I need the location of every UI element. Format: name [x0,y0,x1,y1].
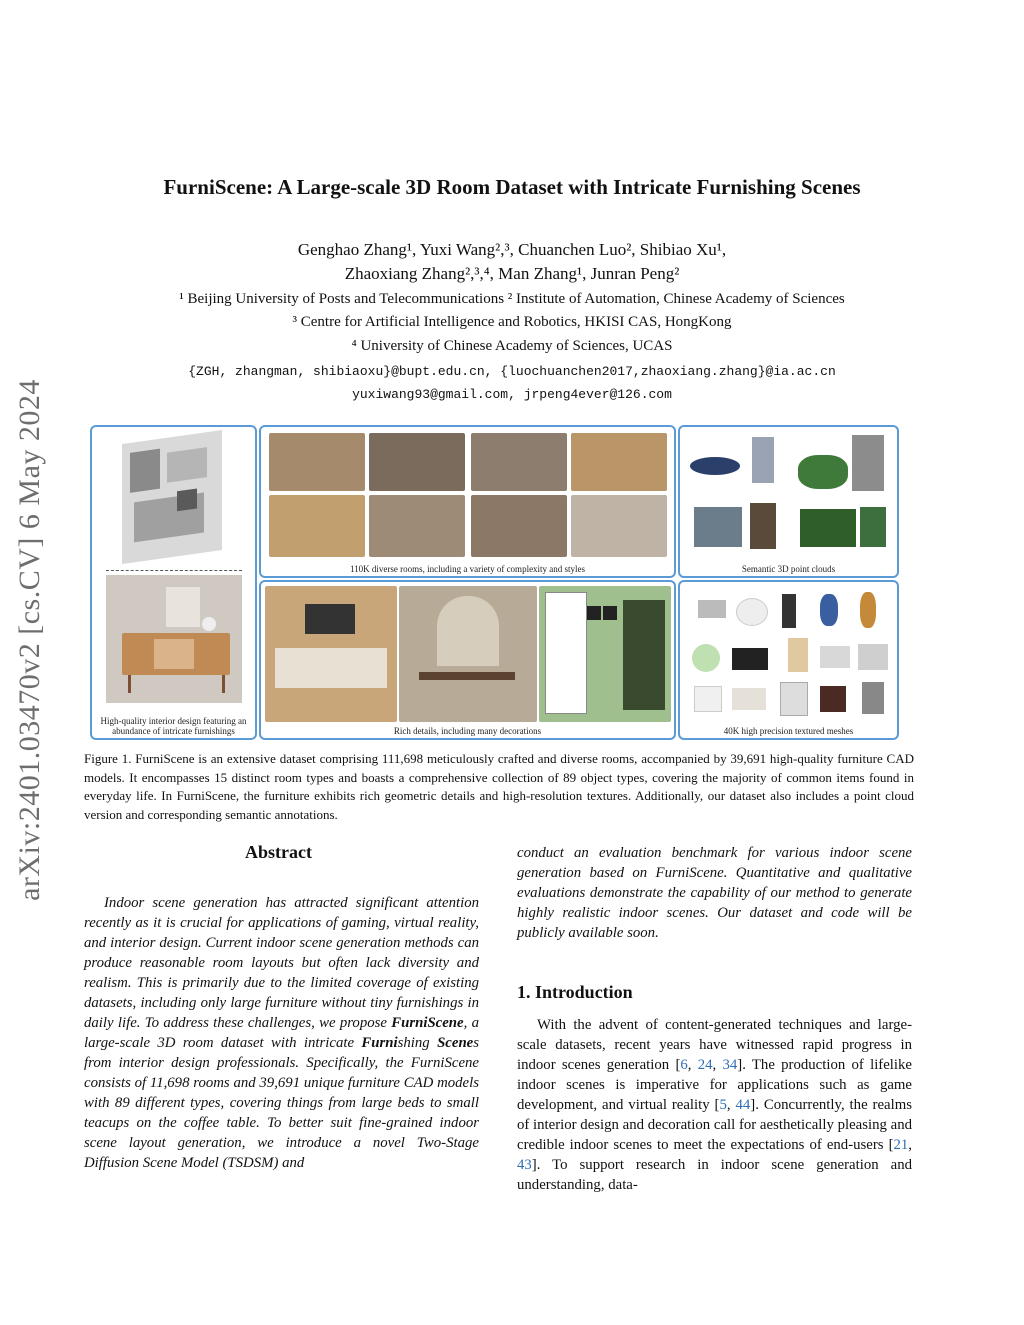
introduction-heading: 1. Introduction [517,982,633,1002]
panel-textured-meshes [678,580,899,740]
detail-render [399,586,537,722]
room-render [369,495,465,557]
caption-interior-design: High-quality interior design featuring an abundance of intricate furnishings [100,716,247,736]
mesh-object [860,592,876,628]
citation-link[interactable]: 34 [722,1057,738,1073]
mesh-object [780,682,808,716]
figure-1-caption: Figure 1. FurniScene is an extensive dataset comprising 111,698 meticulously crafted and diverse rooms, accompanied by 39,691 high-quality furniture CAD models. It encompasses 15 distinct room types and boasts a comprehensive collection of 89 object types, covering the majority of common items found in everyday life. In FurniScene, the furniture exhibits rich geometric details and high-resolution textures. Additionally, our dataset also includes a point cloud version and corresponding semantic annotations. [84,751,914,822]
cabinet-render [106,575,242,703]
affiliation-1: ¹ Beijing University of Posts and Telecommunications ² Institute of Automation, Chinese Academy of Sciences [179,291,845,307]
floorplan-image [122,430,222,564]
point-cloud [800,509,856,547]
abstract-continued: conduct an evaluation benchmark for various indoor scene generation based on FurniScene. Quantitative and qualitative evaluations demonstrate the capability of our method to generate highly realistic indoor scenes. Our dataset and code will be publicly available soon. [517,845,912,941]
affiliation-3: ⁴ University of Chinese Academy of Sciences, UCAS [351,338,673,354]
authors-line-2: Zhaoxiang Zhang²,³,⁴, Man Zhang¹, Junran Peng² [344,264,680,283]
citation-link[interactable]: 43 [517,1157,532,1173]
mesh-object [694,686,722,712]
mesh-object [820,686,846,712]
emails-line-1: {ZGH, zhangman, shibiaoxu}@bupt.edu.cn, {luochuanchen2017,zhaoxiang.zhang}@ia.ac.cn [188,364,836,379]
room-render [571,495,667,557]
mesh-object [858,644,888,670]
mesh-object [820,594,838,626]
mesh-object [820,646,850,668]
caption-point-clouds: Semantic 3D point clouds [741,564,836,574]
mesh-object [782,594,796,628]
panel-diverse-rooms [259,425,676,578]
citation-link[interactable]: 6 [680,1057,688,1073]
panel-point-clouds [678,425,899,578]
mesh-object [698,600,726,618]
citation-link[interactable]: 24 [697,1057,713,1073]
point-cloud [798,455,848,489]
zoom-line [106,570,242,572]
authors-line-1: Genghao Zhang¹, Yuxi Wang²,³, Chuanchen Luo², Shibiao Xu¹, [297,240,727,259]
affiliation-2: ³ Centre for Artificial Intelligence and Robotics, HKISI CAS, HongKong [292,314,732,330]
introduction-body: With the advent of content-generated techniques and large-scale datasets, recent years have witnessed rapid progress in indoor scenes generation [6, 24, 34]. The production of lifelike indoor scenes is imperative for applications such as game development, and virtual reality [5, 44]. Concurrently, the realms of interior design and decoration call for aesthetically pleasing and credible indoor scenes to meet the expectations of end-users [21, 43]. To support research in indoor scene generation and understanding, data- [517,1017,912,1193]
point-cloud [852,435,884,491]
point-cloud [694,507,742,547]
point-cloud [690,457,740,475]
room-render [369,433,465,491]
caption-textured-meshes: 40K high precision textured meshes [723,726,854,736]
mesh-object [732,688,766,710]
mesh-object [732,648,768,670]
citation-link[interactable]: 21 [893,1137,909,1153]
room-render [471,433,567,491]
arxiv-identifier [10,350,50,930]
panel-rich-details [259,580,676,740]
mesh-object [862,682,884,714]
caption-diverse-rooms: 110K diverse rooms, including a variety of complexity and styles [349,564,586,574]
panel-interior-design [90,425,257,740]
abstract-heading: Abstract [245,842,312,862]
detail-render [265,586,397,722]
mesh-object [692,644,720,672]
room-render [471,495,567,557]
citation-link[interactable]: 5 [719,1097,727,1113]
paper-title: FurniScene: A Large-scale 3D Room Dataset with Intricate Furnishing Scenes [163,175,861,199]
room-render [269,495,365,557]
abstract-body: Indoor scene generation has attracted significant attention recently as it is crucial for applications of gaming, virtual reality, and interior design. Current indoor scene generation methods can produce reasonable room layouts but often lack diversity and realism. This is primarily due to the limited coverage of existing datasets, including only large furniture without tiny furnishings in daily life. To address these challenges, we propose FurniScene, a large-scale 3D room dataset with intricate Furnishing Scenes from interior design professionals. Specifically, the FurniScene consists of 11,698 rooms and 39,691 unique furniture CAD models with 89 different types, covering things from large beds to small teacups on the coffee table. To better suit fine-grained indoor scene layout generation, we introduce a novel Two-Stage Diffusion Scene Model (TSDSM) and [84,895,480,1171]
citation-link[interactable]: 44 [735,1097,751,1113]
mesh-object [788,638,808,672]
mesh-object [736,598,768,626]
arxiv-identifier-text: arXiv:2401.03470v2 [cs.CV] 6 May 2024 [13,379,46,901]
point-cloud [750,503,776,549]
detail-render [539,586,671,722]
point-cloud [860,507,886,547]
room-render [571,433,667,491]
point-cloud [752,437,774,483]
emails-line-2: yuxiwang93@gmail.com, jrpeng4ever@126.com [352,387,672,402]
room-render [269,433,365,491]
caption-rich-details: Rich details, including many decorations [393,726,542,736]
